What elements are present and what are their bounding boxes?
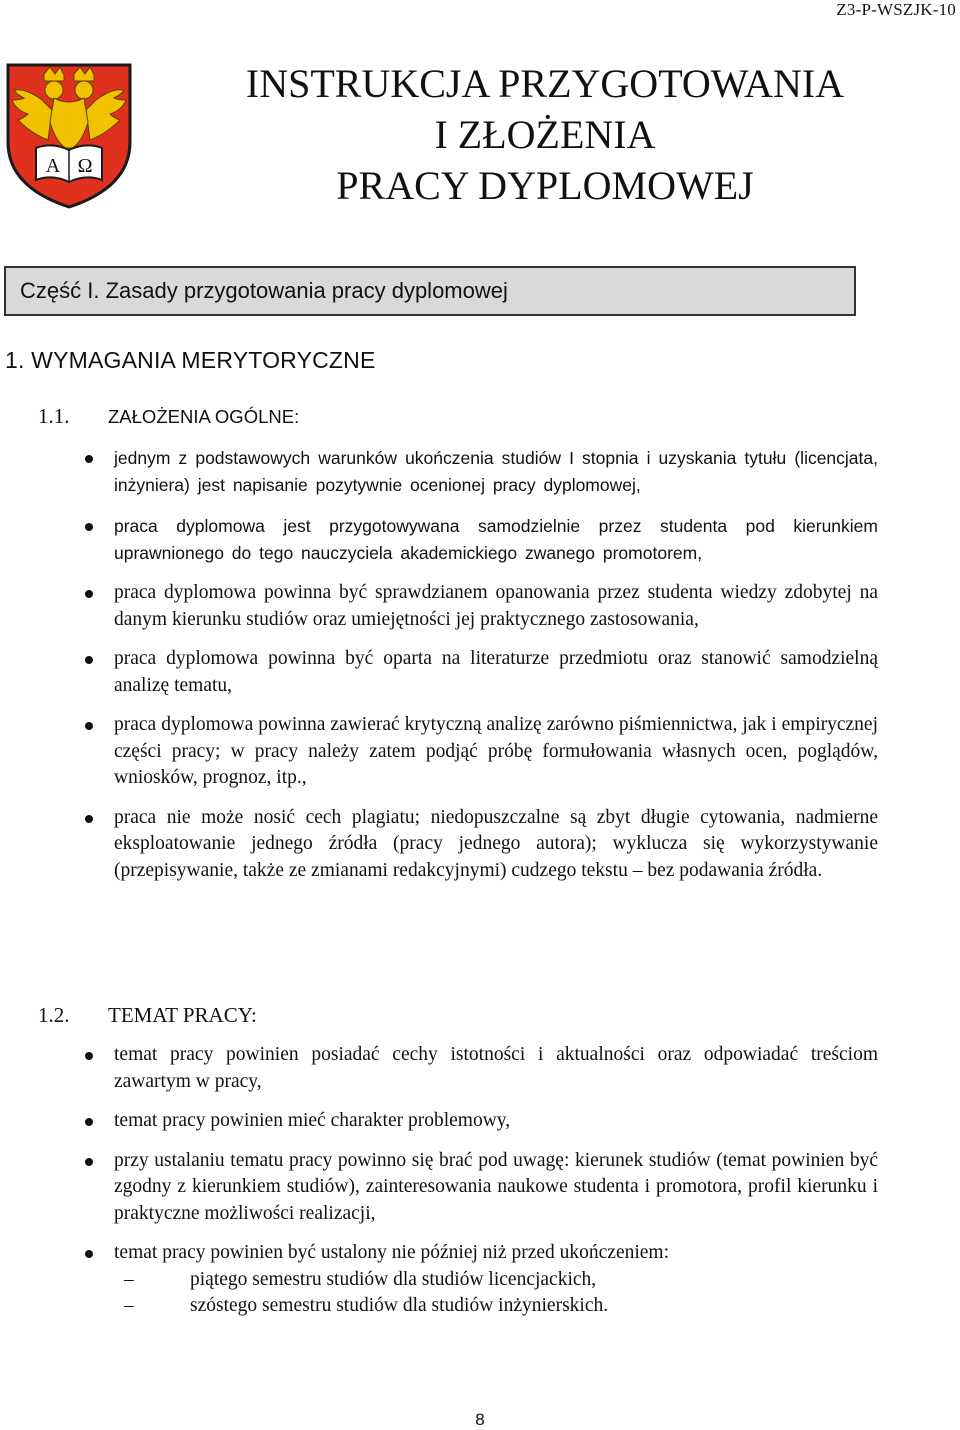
list-item: temat pracy powinien być ustalony nie później niż przed ukończeniem: – piątego semestru studiów dla studiów licencjackich, – szóstego semestru studiów dla studiów inżynierskich. [0,1240,960,1320]
title-line-3: PRACY DYPLOMOWEJ [336,163,754,208]
subsection-label: TEMAT PRACY: [108,1003,257,1027]
svg-text:Α: Α [45,155,61,177]
list-item: temat pracy powinien mieć charakter problemowy, [0,1108,960,1135]
bullet-icon [85,815,93,823]
bullet-icon [85,590,93,598]
list-item: praca dyplomowa powinna być oparta na literaturze przedmiotu oraz stanowić samodzielną analizę tematu, [0,646,960,699]
list-item: przy ustalaniu tematu pracy powinno się brać pod uwagę: kierunek studiów (temat powinien być zgodny z kierunkiem studiów), zainteresowania naukowe studenta i promotora, profil kierunku i praktyczne możliwości realizacji, [0,1148,960,1228]
dash-glyph: – [124,1295,134,1316]
document-code: Z3-P-WSZJK-10 [836,0,956,19]
bullet-icon [85,722,93,730]
subsection-number: 1.1. [38,404,70,428]
list-item: temat pracy powinien posiadać cechy istotności i aktualności oraz odpowiadać treściom zawartym w pracy, [0,1042,960,1095]
list-item: praca dyplomowa powinna zawierać krytyczną analizę zarówno piśmiennictwa, jak i empirycznej części pracy; w pracy należy zatem podjąć próbę formułowania własnych ocen, poglądów, wniosków, prognoz, itp., [0,712,960,792]
dash-glyph: – [124,1268,134,1290]
list-item: jednym z podstawowych warunków ukończenia studiów I stopnia i uzyskania tytułu (licencjata, inżyniera) jest napisanie pozytywnie ocenionej pracy dyplomowej, [0,445,960,499]
bullet-icon [85,1250,93,1258]
page-number: 8 [475,1410,485,1429]
list-item: praca dyplomowa jest przygotowywana samodzielnie przez studenta pod kierunkiem uprawnionego do tego nauczyciela akademickiego zwanego promotorem, [0,513,960,567]
bullet-icon [85,455,93,463]
title-line-2: I ZŁOŻENIA [434,112,656,157]
subsection-label: ZAŁOŻENIA OGÓLNE: [108,406,300,427]
topic-list [0,1042,960,1320]
bullet-icon [85,523,93,531]
svg-text:Ω: Ω [77,155,93,177]
list-item: praca nie może nosić cech plagiatu; niedopuszczalne są zbyt długie cytowania, nadmierne eksploatowanie jednego źródła (pracy jednego autora); wyklucza się wykorzystywanie (przepisywanie, także ze zmianami redakcyjnymi) cudzego tekstu – bez podawania źródła. [0,805,960,885]
list-item: praca dyplomowa powinna być sprawdzianem opanowania przez studenta wiedzy zdobytej na danym kierunku studiów oraz umiejętności jej praktycznego zastosowania, [0,580,960,633]
part-heading-box: Część I. Zasady przygotowania pracy dyplomowej [4,266,856,316]
document-title [200,58,890,211]
general-assumptions-list [0,445,960,884]
bullet-icon [85,656,93,664]
section-heading: 1. WYMAGANIA MERYTORYCZNE [5,347,376,373]
dash-list-item: – szóstego semestru studiów dla studiów inżynierskich. [0,1293,878,1320]
bullet-icon [85,1158,93,1166]
dash-list-item: – piątego semestru studiów dla studiów licencjackich, [0,1267,878,1294]
university-crest-logo [4,62,134,210]
dash-sublist [114,1267,878,1320]
subsection-number: 1.2. [38,1003,70,1027]
title-line-1: INSTRUKCJA PRZYGOTOWANIA [245,61,845,106]
bullet-icon [85,1118,93,1126]
bullet-icon [85,1052,93,1060]
